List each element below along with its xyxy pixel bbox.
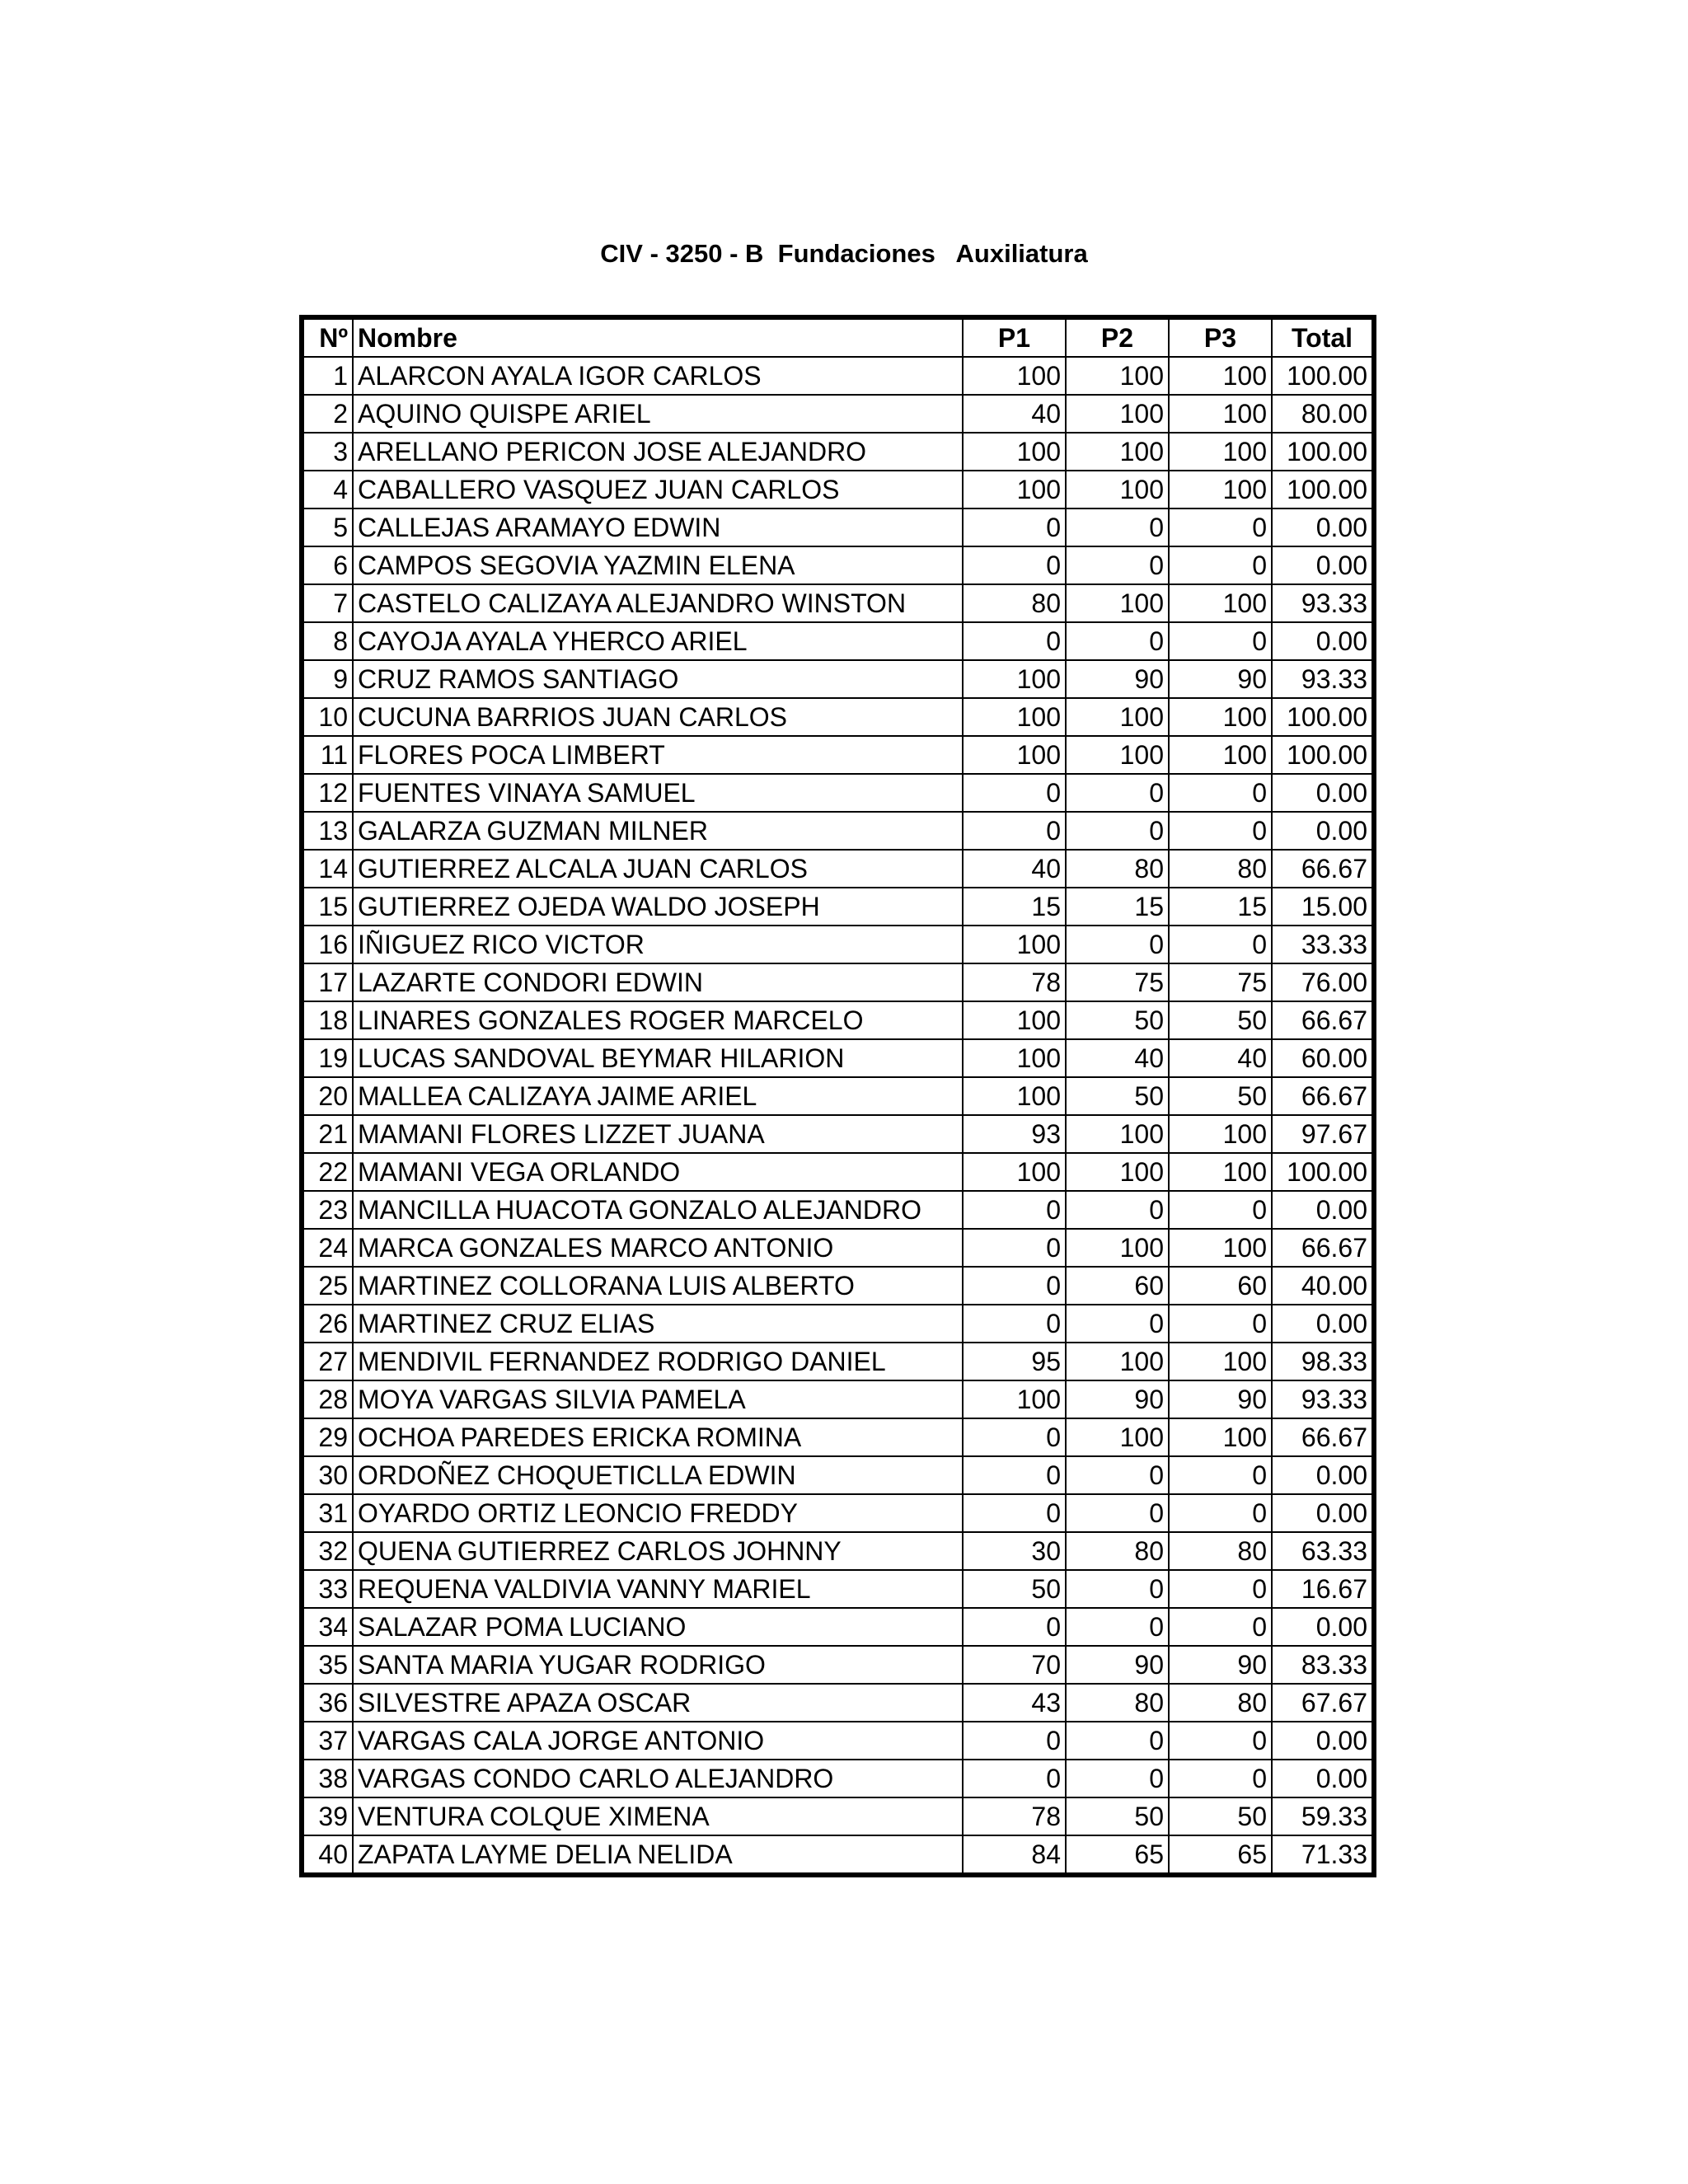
cell-p2: 75	[1066, 963, 1169, 1001]
cell-total: 0.00	[1272, 509, 1374, 546]
cell-total: 71.33	[1272, 1835, 1374, 1875]
cell-p3: 90	[1169, 660, 1272, 698]
cell-p3: 50	[1169, 1001, 1272, 1039]
cell-num: 16	[302, 926, 353, 963]
cell-p1: 100	[963, 660, 1066, 698]
cell-num: 36	[302, 1684, 353, 1722]
table-row	[302, 1229, 1374, 1267]
cell-p3: 0	[1169, 1191, 1272, 1229]
cell-p3: 50	[1169, 1077, 1272, 1115]
cell-p1: 70	[963, 1646, 1066, 1684]
cell-p1: 15	[963, 888, 1066, 926]
table-row	[302, 1039, 1374, 1077]
cell-p1: 0	[963, 1191, 1066, 1229]
cell-p3: 100	[1169, 584, 1272, 622]
cell-p2: 100	[1066, 1229, 1169, 1267]
table-row	[302, 1684, 1374, 1722]
cell-p3: 0	[1169, 926, 1272, 963]
cell-p2: 100	[1066, 1115, 1169, 1153]
table-row	[302, 395, 1374, 433]
cell-num: 38	[302, 1760, 353, 1797]
cell-p1: 0	[963, 1229, 1066, 1267]
cell-p1: 0	[963, 1305, 1066, 1343]
cell-p2: 0	[1066, 1494, 1169, 1532]
cell-p3: 80	[1169, 850, 1272, 888]
cell-p3: 0	[1169, 1722, 1272, 1760]
cell-p2: 90	[1066, 660, 1169, 698]
cell-p2: 80	[1066, 1684, 1169, 1722]
table-row	[302, 698, 1374, 736]
cell-name: MALLEA CALIZAYA JAIME ARIEL	[353, 1077, 963, 1115]
cell-p1: 0	[963, 812, 1066, 850]
cell-p1: 0	[963, 1456, 1066, 1494]
cell-num: 3	[302, 433, 353, 471]
table-row	[302, 1343, 1374, 1380]
table-row	[302, 1797, 1374, 1835]
cell-p2: 90	[1066, 1380, 1169, 1418]
cell-num: 20	[302, 1077, 353, 1115]
cell-name: REQUENA VALDIVIA VANNY MARIEL	[353, 1570, 963, 1608]
cell-p2: 0	[1066, 1456, 1169, 1494]
cell-p2: 0	[1066, 1191, 1169, 1229]
cell-p2: 0	[1066, 1760, 1169, 1797]
cell-num: 31	[302, 1494, 353, 1532]
cell-total: 16.67	[1272, 1570, 1374, 1608]
cell-p3: 75	[1169, 963, 1272, 1001]
cell-p1: 0	[963, 1722, 1066, 1760]
cell-num: 23	[302, 1191, 353, 1229]
cell-name: CALLEJAS ARAMAYO EDWIN	[353, 509, 963, 546]
table-row	[302, 1380, 1374, 1418]
cell-p2: 100	[1066, 584, 1169, 622]
cell-num: 37	[302, 1722, 353, 1760]
cell-name: FLORES POCA LIMBERT	[353, 736, 963, 774]
cell-total: 66.67	[1272, 850, 1374, 888]
cell-name: LINARES GONZALES ROGER MARCELO	[353, 1001, 963, 1039]
cell-name: SANTA MARIA YUGAR RODRIGO	[353, 1646, 963, 1684]
cell-p2: 15	[1066, 888, 1169, 926]
cell-p2: 100	[1066, 471, 1169, 509]
cell-p3: 100	[1169, 1229, 1272, 1267]
cell-p2: 100	[1066, 1343, 1169, 1380]
cell-p1: 0	[963, 509, 1066, 546]
cell-name: LUCAS SANDOVAL BEYMAR HILARION	[353, 1039, 963, 1077]
cell-p3: 60	[1169, 1267, 1272, 1305]
cell-name: MOYA VARGAS SILVIA PAMELA	[353, 1380, 963, 1418]
cell-name: CASTELO CALIZAYA ALEJANDRO WINSTON	[353, 584, 963, 622]
table-row	[302, 926, 1374, 963]
cell-p1: 100	[963, 1039, 1066, 1077]
cell-p2: 100	[1066, 357, 1169, 395]
cell-p1: 78	[963, 963, 1066, 1001]
cell-num: 22	[302, 1153, 353, 1191]
cell-name: OCHOA PAREDES ERICKA ROMINA	[353, 1418, 963, 1456]
table-row	[302, 1760, 1374, 1797]
cell-p2: 80	[1066, 1532, 1169, 1570]
cell-p2: 0	[1066, 1722, 1169, 1760]
cell-p2: 0	[1066, 926, 1169, 963]
cell-name: ALARCON AYALA IGOR CARLOS	[353, 357, 963, 395]
cell-p3: 0	[1169, 1305, 1272, 1343]
cell-p2: 0	[1066, 1570, 1169, 1608]
cell-p3: 0	[1169, 1456, 1272, 1494]
cell-name: GUTIERREZ ALCALA JUAN CARLOS	[353, 850, 963, 888]
cell-p3: 0	[1169, 622, 1272, 660]
cell-p1: 93	[963, 1115, 1066, 1153]
cell-p2: 100	[1066, 736, 1169, 774]
cell-num: 14	[302, 850, 353, 888]
cell-p3: 80	[1169, 1684, 1272, 1722]
table-row	[302, 660, 1374, 698]
cell-total: 0.00	[1272, 1722, 1374, 1760]
cell-total: 0.00	[1272, 622, 1374, 660]
cell-num: 24	[302, 1229, 353, 1267]
cell-num: 15	[302, 888, 353, 926]
cell-num: 27	[302, 1343, 353, 1380]
cell-total: 0.00	[1272, 1191, 1374, 1229]
cell-name: GUTIERREZ OJEDA WALDO JOSEPH	[353, 888, 963, 926]
cell-p3: 100	[1169, 736, 1272, 774]
header-total: Total	[1272, 317, 1374, 357]
cell-p2: 65	[1066, 1835, 1169, 1875]
cell-total: 66.67	[1272, 1418, 1374, 1456]
cell-name: CABALLERO VASQUEZ JUAN CARLOS	[353, 471, 963, 509]
cell-total: 83.33	[1272, 1646, 1374, 1684]
cell-p1: 100	[963, 471, 1066, 509]
cell-p2: 0	[1066, 812, 1169, 850]
table-row	[302, 509, 1374, 546]
page-title: CIV - 3250 - B Fundaciones Auxiliatura	[600, 239, 1088, 268]
cell-p2: 60	[1066, 1267, 1169, 1305]
table-row	[302, 1835, 1374, 1875]
cell-p1: 0	[963, 546, 1066, 584]
cell-num: 7	[302, 584, 353, 622]
table-row	[302, 1532, 1374, 1570]
cell-num: 34	[302, 1608, 353, 1646]
cell-p3: 50	[1169, 1797, 1272, 1835]
cell-num: 5	[302, 509, 353, 546]
cell-p3: 100	[1169, 1115, 1272, 1153]
table-row	[302, 1305, 1374, 1343]
cell-total: 97.67	[1272, 1115, 1374, 1153]
cell-num: 11	[302, 736, 353, 774]
cell-p3: 100	[1169, 1418, 1272, 1456]
cell-name: MARCA GONZALES MARCO ANTONIO	[353, 1229, 963, 1267]
cell-p2: 0	[1066, 546, 1169, 584]
cell-total: 93.33	[1272, 584, 1374, 622]
cell-num: 13	[302, 812, 353, 850]
header-row	[302, 317, 1374, 357]
cell-name: VARGAS CONDO CARLO ALEJANDRO	[353, 1760, 963, 1797]
cell-total: 0.00	[1272, 1305, 1374, 1343]
table-row	[302, 1001, 1374, 1039]
cell-total: 0.00	[1272, 1494, 1374, 1532]
table-row	[302, 1191, 1374, 1229]
cell-total: 0.00	[1272, 1456, 1374, 1494]
cell-total: 100.00	[1272, 1153, 1374, 1191]
cell-num: 10	[302, 698, 353, 736]
cell-name: ZAPATA LAYME DELIA NELIDA	[353, 1835, 963, 1875]
cell-p3: 0	[1169, 774, 1272, 812]
cell-p1: 43	[963, 1684, 1066, 1722]
cell-p2: 100	[1066, 1418, 1169, 1456]
cell-total: 100.00	[1272, 357, 1374, 395]
cell-total: 0.00	[1272, 546, 1374, 584]
table-row	[302, 850, 1374, 888]
cell-name: CAYOJA AYALA YHERCO ARIEL	[353, 622, 963, 660]
table-row	[302, 1456, 1374, 1494]
cell-p1: 100	[963, 1077, 1066, 1115]
cell-num: 1	[302, 357, 353, 395]
cell-total: 98.33	[1272, 1343, 1374, 1380]
cell-p2: 50	[1066, 1797, 1169, 1835]
cell-p3: 0	[1169, 546, 1272, 584]
cell-total: 93.33	[1272, 1380, 1374, 1418]
table-row	[302, 1608, 1374, 1646]
cell-name: MANCILLA HUACOTA GONZALO ALEJANDRO	[353, 1191, 963, 1229]
cell-p3: 0	[1169, 812, 1272, 850]
cell-num: 26	[302, 1305, 353, 1343]
cell-total: 63.33	[1272, 1532, 1374, 1570]
cell-p3: 0	[1169, 1608, 1272, 1646]
header-num: Nº	[302, 317, 353, 357]
cell-num: 2	[302, 395, 353, 433]
cell-num: 9	[302, 660, 353, 698]
table-row	[302, 433, 1374, 471]
cell-num: 6	[302, 546, 353, 584]
cell-p1: 40	[963, 395, 1066, 433]
cell-p2: 0	[1066, 509, 1169, 546]
header-p3: P3	[1169, 317, 1272, 357]
cell-num: 8	[302, 622, 353, 660]
cell-p1: 80	[963, 584, 1066, 622]
cell-p2: 50	[1066, 1001, 1169, 1039]
cell-p3: 100	[1169, 395, 1272, 433]
table-row	[302, 1153, 1374, 1191]
table-row	[302, 774, 1374, 812]
cell-p3: 80	[1169, 1532, 1272, 1570]
cell-num: 32	[302, 1532, 353, 1570]
cell-name: MENDIVIL FERNANDEZ RODRIGO DANIEL	[353, 1343, 963, 1380]
cell-num: 39	[302, 1797, 353, 1835]
cell-p1: 100	[963, 736, 1066, 774]
cell-num: 25	[302, 1267, 353, 1305]
table-row	[302, 1494, 1374, 1532]
cell-p2: 100	[1066, 395, 1169, 433]
cell-p2: 100	[1066, 1153, 1169, 1191]
cell-total: 33.33	[1272, 926, 1374, 963]
cell-total: 76.00	[1272, 963, 1374, 1001]
cell-p3: 65	[1169, 1835, 1272, 1875]
table-row	[302, 888, 1374, 926]
cell-name: MAMANI FLORES LIZZET JUANA	[353, 1115, 963, 1153]
cell-name: GALARZA GUZMAN MILNER	[353, 812, 963, 850]
header-name: Nombre	[353, 317, 963, 357]
cell-name: ARELLANO PERICON JOSE ALEJANDRO	[353, 433, 963, 471]
cell-num: 19	[302, 1039, 353, 1077]
cell-p3: 0	[1169, 1570, 1272, 1608]
cell-total: 67.67	[1272, 1684, 1374, 1722]
cell-total: 66.67	[1272, 1077, 1374, 1115]
table-row	[302, 812, 1374, 850]
table-row	[302, 584, 1374, 622]
cell-p1: 0	[963, 622, 1066, 660]
cell-name: SALAZAR POMA LUCIANO	[353, 1608, 963, 1646]
cell-num: 4	[302, 471, 353, 509]
cell-p1: 0	[963, 1760, 1066, 1797]
cell-p3: 0	[1169, 509, 1272, 546]
cell-num: 29	[302, 1418, 353, 1456]
cell-total: 93.33	[1272, 660, 1374, 698]
cell-p1: 30	[963, 1532, 1066, 1570]
cell-p1: 0	[963, 774, 1066, 812]
cell-num: 35	[302, 1646, 353, 1684]
table-row	[302, 546, 1374, 584]
cell-p1: 0	[963, 1267, 1066, 1305]
cell-total: 60.00	[1272, 1039, 1374, 1077]
cell-num: 18	[302, 1001, 353, 1039]
cell-num: 12	[302, 774, 353, 812]
cell-name: LAZARTE CONDORI EDWIN	[353, 963, 963, 1001]
cell-total: 66.67	[1272, 1229, 1374, 1267]
cell-p1: 100	[963, 1001, 1066, 1039]
cell-p1: 0	[963, 1608, 1066, 1646]
cell-p3: 100	[1169, 433, 1272, 471]
cell-name: AQUINO QUISPE ARIEL	[353, 395, 963, 433]
cell-name: OYARDO ORTIZ LEONCIO FREDDY	[353, 1494, 963, 1532]
cell-p1: 95	[963, 1343, 1066, 1380]
cell-p1: 84	[963, 1835, 1066, 1875]
header-p2: P2	[1066, 317, 1169, 357]
table-row	[302, 1115, 1374, 1153]
cell-p2: 90	[1066, 1646, 1169, 1684]
cell-name: FUENTES VINAYA SAMUEL	[353, 774, 963, 812]
cell-p2: 0	[1066, 1608, 1169, 1646]
cell-name: MARTINEZ COLLORANA LUIS ALBERTO	[353, 1267, 963, 1305]
cell-num: 33	[302, 1570, 353, 1608]
cell-name: CRUZ RAMOS SANTIAGO	[353, 660, 963, 698]
table-row	[302, 736, 1374, 774]
cell-total: 100.00	[1272, 736, 1374, 774]
table-row	[302, 1570, 1374, 1608]
cell-p1: 40	[963, 850, 1066, 888]
table-row	[302, 1722, 1374, 1760]
table-row	[302, 622, 1374, 660]
cell-total: 0.00	[1272, 1608, 1374, 1646]
cell-p1: 0	[963, 1418, 1066, 1456]
cell-p3: 100	[1169, 1343, 1272, 1380]
cell-total: 0.00	[1272, 774, 1374, 812]
cell-p3: 0	[1169, 1760, 1272, 1797]
cell-name: ORDOÑEZ CHOQUETICLLA EDWIN	[353, 1456, 963, 1494]
table-row	[302, 1418, 1374, 1456]
cell-p2: 100	[1066, 433, 1169, 471]
cell-total: 59.33	[1272, 1797, 1374, 1835]
cell-p2: 0	[1066, 774, 1169, 812]
cell-p3: 90	[1169, 1646, 1272, 1684]
cell-num: 30	[302, 1456, 353, 1494]
cell-p2: 50	[1066, 1077, 1169, 1115]
table-row	[302, 963, 1374, 1001]
cell-p1: 78	[963, 1797, 1066, 1835]
cell-num: 28	[302, 1380, 353, 1418]
cell-total: 100.00	[1272, 433, 1374, 471]
cell-name: CAMPOS SEGOVIA YAZMIN ELENA	[353, 546, 963, 584]
table-row	[302, 471, 1374, 509]
table-row	[302, 1646, 1374, 1684]
cell-total: 0.00	[1272, 1760, 1374, 1797]
cell-name: IÑIGUEZ RICO VICTOR	[353, 926, 963, 963]
cell-p3: 90	[1169, 1380, 1272, 1418]
cell-p1: 100	[963, 1153, 1066, 1191]
cell-p1: 100	[963, 357, 1066, 395]
grades-body	[302, 357, 1374, 1875]
cell-p2: 0	[1066, 1305, 1169, 1343]
cell-total: 40.00	[1272, 1267, 1374, 1305]
cell-total: 66.67	[1272, 1001, 1374, 1039]
grades-table	[299, 315, 1376, 1877]
cell-p3: 100	[1169, 698, 1272, 736]
cell-p1: 100	[963, 433, 1066, 471]
cell-p3: 0	[1169, 1494, 1272, 1532]
cell-num: 21	[302, 1115, 353, 1153]
cell-name: MARTINEZ CRUZ ELIAS	[353, 1305, 963, 1343]
cell-total: 100.00	[1272, 698, 1374, 736]
cell-p3: 15	[1169, 888, 1272, 926]
cell-p3: 40	[1169, 1039, 1272, 1077]
cell-name: VARGAS CALA JORGE ANTONIO	[353, 1722, 963, 1760]
cell-num: 40	[302, 1835, 353, 1875]
cell-p1: 100	[963, 926, 1066, 963]
table-row	[302, 1077, 1374, 1115]
cell-p2: 40	[1066, 1039, 1169, 1077]
cell-name: CUCUNA BARRIOS JUAN CARLOS	[353, 698, 963, 736]
cell-p1: 50	[963, 1570, 1066, 1608]
cell-p3: 100	[1169, 471, 1272, 509]
cell-total: 100.00	[1272, 471, 1374, 509]
cell-total: 0.00	[1272, 812, 1374, 850]
cell-name: MAMANI VEGA ORLANDO	[353, 1153, 963, 1191]
cell-p1: 100	[963, 1380, 1066, 1418]
cell-name: QUENA GUTIERREZ CARLOS JOHNNY	[353, 1532, 963, 1570]
cell-name: SILVESTRE APAZA OSCAR	[353, 1684, 963, 1722]
cell-num: 17	[302, 963, 353, 1001]
cell-p1: 0	[963, 1494, 1066, 1532]
cell-p3: 100	[1169, 1153, 1272, 1191]
cell-p2: 100	[1066, 698, 1169, 736]
cell-name: VENTURA COLQUE XIMENA	[353, 1797, 963, 1835]
cell-total: 15.00	[1272, 888, 1374, 926]
cell-p3: 100	[1169, 357, 1272, 395]
cell-p2: 0	[1066, 622, 1169, 660]
cell-p2: 80	[1066, 850, 1169, 888]
cell-total: 80.00	[1272, 395, 1374, 433]
header-p1: P1	[963, 317, 1066, 357]
table-row	[302, 357, 1374, 395]
cell-p1: 100	[963, 698, 1066, 736]
table-row	[302, 1267, 1374, 1305]
